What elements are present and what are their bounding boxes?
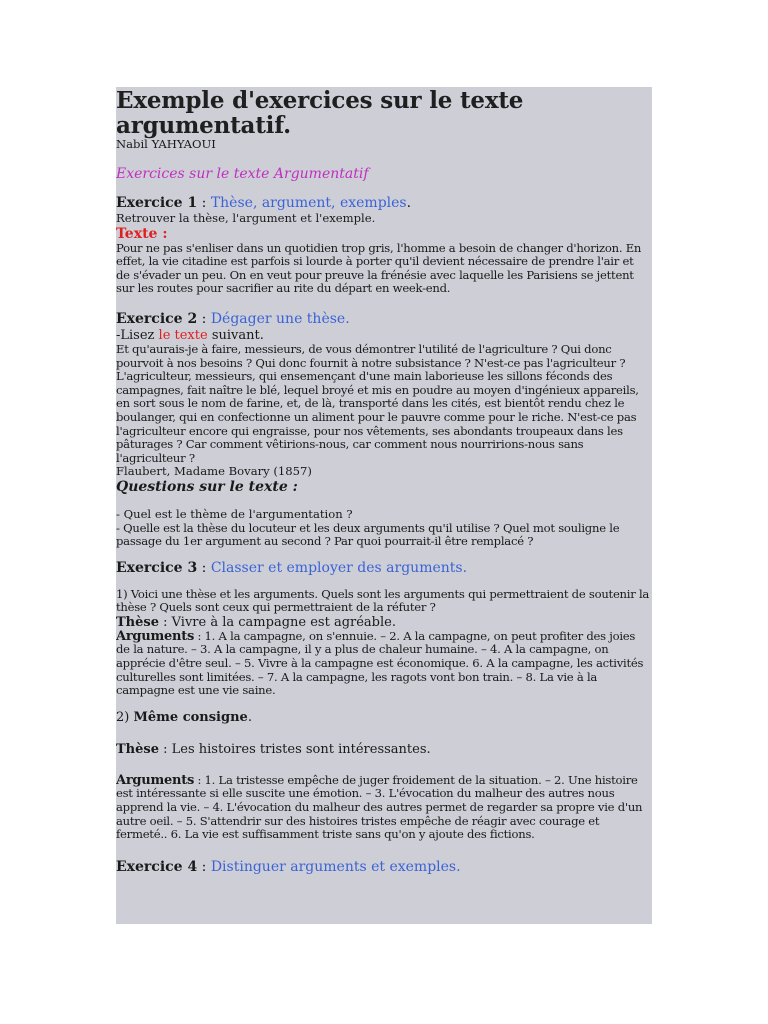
lisez-prefix: -Lisez	[116, 327, 159, 343]
arguments-text: : 1. A la campagne, on s'ennuie. – 2. A la campagne, on peut profiter des joies de la nature. – 3. A la campagne, il y a plus de chaleur humaine. – 4. A la campagne, on apprécie d'être seul. – 5. Vivre à la campagne est économique. 6. A la campagne, les activités culturelles sont limitées. – 7. A la campagne, les ragots vont bon train. – 8. La vie à la campagne est une vie saine.	[116, 628, 644, 698]
document-page	[116, 87, 652, 924]
exercise-2-topic: Dégager une thèse.	[210, 310, 350, 327]
part-2-number: 2)	[116, 709, 134, 725]
lisez-suffix: suivant.	[207, 327, 264, 343]
subtitle: Exercices sur le texte Argumentatif	[116, 166, 369, 182]
these-1	[116, 615, 650, 630]
arguments-2	[116, 774, 650, 842]
separator: :	[197, 559, 211, 576]
separator: .	[247, 709, 252, 725]
separator: :	[197, 310, 211, 327]
exercise-2-source: Flaubert, Madame Bovary (1857)	[116, 464, 312, 479]
arguments-1	[116, 630, 650, 698]
exercise-4-label: Exercice 4	[116, 858, 198, 875]
exercise-1-topic: Thèse, argument, exemples	[210, 195, 407, 211]
arguments-label: Arguments	[116, 628, 195, 644]
exercise-2-heading	[116, 310, 650, 328]
exercise-3-label: Exercice 3	[116, 559, 198, 576]
these-2	[116, 742, 650, 757]
texte-link[interactable]: le texte	[158, 327, 208, 343]
texte-label: Texte :	[116, 225, 168, 242]
exercise-1-label: Exercice 1	[116, 195, 198, 211]
exercise-2-label: Exercice 2	[116, 310, 198, 327]
part-2-label: Même consigne	[133, 709, 248, 725]
exercise-4-heading	[116, 858, 650, 876]
these-2-text: : Les histoires tristes sont intéressantes.	[159, 741, 431, 757]
these-2-label: Thèse	[116, 741, 159, 757]
separator: :	[197, 195, 211, 211]
exercise-4-topic: Distinguer arguments et exemples.	[210, 858, 461, 875]
document-title: Exemple d'exercices sur le texte argumentatif.	[116, 87, 524, 139]
author-name: Nabil YAHYAOUI	[116, 137, 216, 151]
these-text: : Vivre à la campagne est agréable.	[159, 614, 396, 630]
exercise-2-instruction	[116, 328, 650, 343]
exercise-1-text: Pour ne pas s'enliser dans un quotidien trop gris, l'homme a besoin de changer d'horizon. En effet, la vie citadine est parfois si lourde à porter qu'il devient nécessaire de prendre l'air et de s'évader un peu. On en veut pour preuve la frénésie avec laquelle les Parisiens se jettent sur les routes pour sacrifier au rite du départ en week-end.	[116, 240, 642, 296]
question-2: - Quelle est la thèse du locuteur et les deux arguments qu'il utilise ? Quel mot souligne le passage du 1er argument au second ? Par quoi pourrait-il être remplacé ?	[116, 520, 620, 549]
these-label: Thèse	[116, 614, 159, 630]
questions-title: Questions sur le texte :	[116, 478, 298, 495]
part-2-heading	[116, 710, 650, 725]
exercise-2-text: Et qu'aurais-je à faire, messieurs, de vous démontrer l'utilité de l'agriculture ? Qui donc pourvoit à nos besoins ? Qui donc fournit à notre subsistance ? N'est-ce pas l'agriculteur ? L'agriculteur, messieurs, qui ensemençant d'une main laborieuse les sillons féconds des campagnes, fait naître le blé, lequel broyé et mis en poudre au moyen d'ingénieux appareils, en sort sous le nom de farine, et, de là, transporté dans les cités, est bientôt rendu chez le boulanger, qui en confectionne un aliment pour le pauvre comme pour le riche. N'est-ce pas l'agriculteur encore qui engraisse, pour nos vêtements, ses abondants troupeaux dans les pâturages ? Car comment vêtirions-nous, car comment nous nourririons-nous sans l'agriculteur ?	[116, 341, 639, 465]
arguments-2-text: : 1. La tristesse empêche de juger froidement de la situation. – 2. Une histoire est intéressante si elle suscite une émotion. – 3. L'évocation du malheur des autres nous apprend la vie. – 4. L'évocation du malheur des autres permet de regarder sa propre vie d'un autre oeil. – 5. S'attendrir sur des histoires tristes empêche de réagir avec courage et fermeté.. 6. La vie est suffisamment triste sans qu'on y ajoute des fictions.	[116, 772, 643, 842]
arguments-2-label: Arguments	[116, 772, 195, 788]
question-1: - Quel est le thème de l'argumentation ?	[116, 506, 353, 521]
exercise-3-heading	[116, 559, 650, 577]
exercise-1-instruction: Retrouver la thèse, l'argument et l'exemple.	[116, 211, 376, 225]
exercise-3-intro: 1) Voici une thèse et les arguments. Quels sont les arguments qui permettraient de soutenir la thèse ? Quels sont ceux qui permettraient de la réfuter ?	[116, 586, 650, 615]
exercise-3-topic: Classer et employer des arguments.	[210, 559, 468, 576]
separator: :	[197, 858, 211, 875]
separator: .	[406, 195, 412, 211]
exercise-1-heading	[116, 194, 650, 212]
